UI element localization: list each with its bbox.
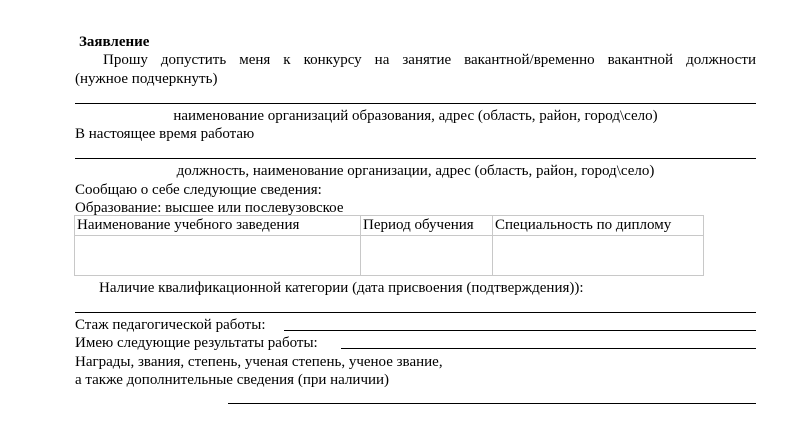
additional-info-label: а также дополнительные сведения (при наличии) <box>75 372 390 388</box>
education-label: Образование: высшее или послевузовское <box>75 200 344 216</box>
awards-label: Награды, звания, степень, ученая степень, ученое звание, <box>75 354 443 370</box>
request-text: Прошу допустить меня к конкурсу на занятие вакантной/временно вакантной должности <box>103 52 756 68</box>
position-line[interactable] <box>75 158 756 159</box>
document-title: Заявление <box>79 34 150 50</box>
table-header-institution: Наименование учебного заведения <box>75 216 361 236</box>
request-note: (нужное подчеркнуть) <box>75 71 218 87</box>
organization-line[interactable] <box>75 103 756 104</box>
position-caption: должность, наименование организации, адрес (область, район, город\село) <box>176 163 655 179</box>
additional-info-line[interactable] <box>228 403 756 404</box>
current-work-label: В настоящее время работаю <box>75 126 255 142</box>
results-line[interactable] <box>341 348 756 349</box>
table-header-specialty: Специальность по диплому <box>493 216 704 236</box>
experience-line[interactable] <box>284 330 756 331</box>
specialty-cell[interactable] <box>493 236 704 276</box>
qualification-label: Наличие квалификационной категории (дата присвоения (подтверждения)): <box>99 280 584 296</box>
results-label: Имею следующие результаты работы: <box>75 335 318 351</box>
table-header-period: Период обучения <box>361 216 493 236</box>
table-row <box>75 236 704 276</box>
education-table <box>74 215 704 276</box>
info-intro: Сообщаю о себе следующие сведения: <box>75 182 322 198</box>
table-header-row <box>75 216 704 236</box>
institution-cell[interactable] <box>75 236 361 276</box>
qualification-line[interactable] <box>75 312 756 313</box>
period-cell[interactable] <box>361 236 493 276</box>
experience-label: Стаж педагогической работы: <box>75 317 266 333</box>
organization-caption: наименование организаций образования, адрес (область, район, город\село) <box>173 108 658 124</box>
